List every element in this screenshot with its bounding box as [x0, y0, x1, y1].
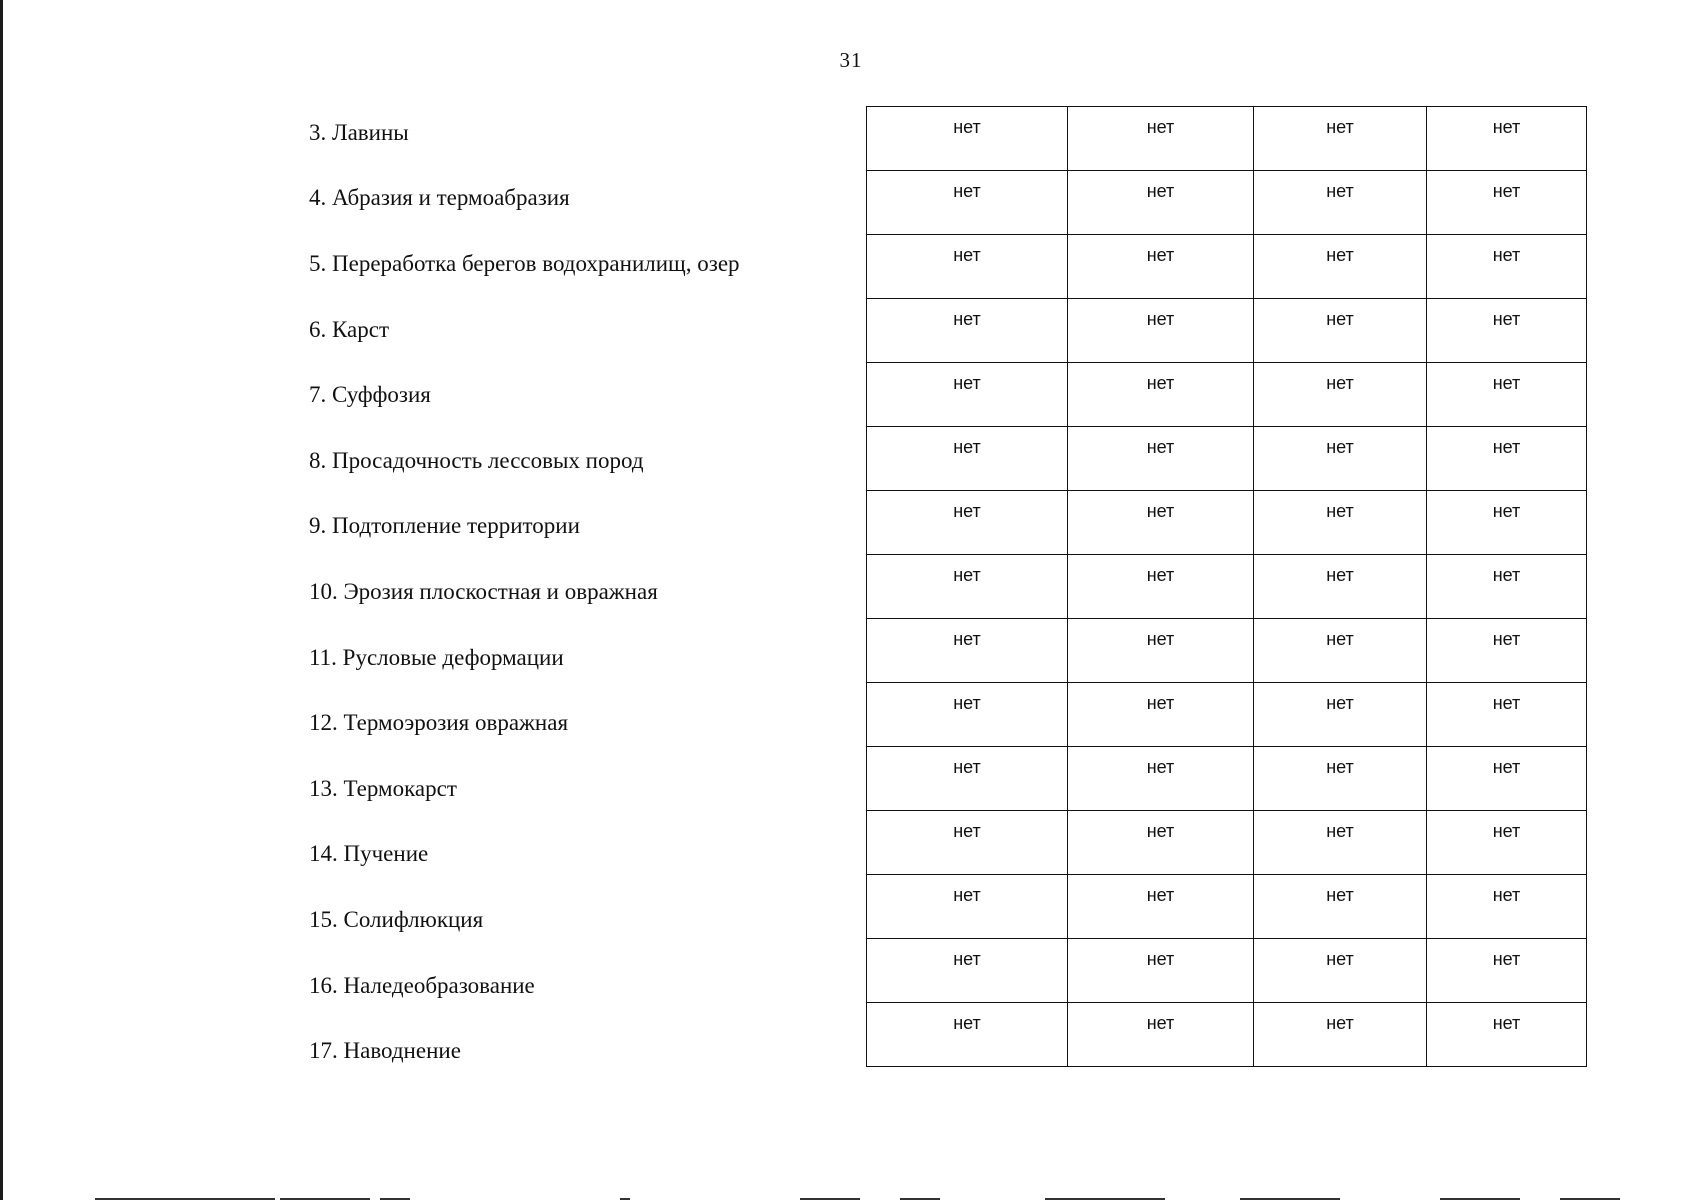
- hazard-label: 11. Русловые деформации: [309, 644, 564, 670]
- table-cell: нет: [1427, 747, 1587, 811]
- table-cell: нет: [867, 555, 1068, 619]
- table-cell: нет: [867, 363, 1068, 427]
- table-cell: нет: [1068, 939, 1254, 1003]
- table-cell: нет: [1427, 811, 1587, 875]
- table-cell: нет: [1068, 171, 1254, 235]
- table-row: [867, 555, 1587, 619]
- table-cell: нет: [867, 939, 1068, 1003]
- table-cell: нет: [1068, 875, 1254, 939]
- table-cell: нет: [1254, 747, 1427, 811]
- hazard-label: 9. Подтопление территории: [309, 513, 580, 539]
- table-cell: нет: [1254, 491, 1427, 555]
- hazard-label: 8. Просадочность лессовых пород: [309, 447, 644, 473]
- scan-left-edge: [0, 0, 3, 1200]
- table-cell: нет: [1427, 299, 1587, 363]
- table-cell: нет: [1068, 1003, 1254, 1067]
- hazard-label: 4. Абразия и термоабразия: [309, 185, 570, 211]
- table-cell: нет: [1427, 363, 1587, 427]
- table-cell: нет: [1427, 555, 1587, 619]
- table-row: [867, 619, 1587, 683]
- table-cell: нет: [1068, 619, 1254, 683]
- hazard-label: 10. Эрозия плоскостная и овражная: [309, 578, 658, 604]
- table-row: [867, 747, 1587, 811]
- table-row: [867, 811, 1587, 875]
- hazard-label: 12. Термоэрозия овражная: [309, 710, 569, 736]
- hazard-label: 14. Пучение: [309, 841, 429, 867]
- table-row: [867, 1003, 1587, 1067]
- table-row: [867, 491, 1587, 555]
- table-cell: нет: [1427, 491, 1587, 555]
- table-row: [867, 299, 1587, 363]
- hazard-label: 6. Карст: [309, 316, 390, 342]
- table-cell: нет: [867, 875, 1068, 939]
- table-cell: нет: [1068, 747, 1254, 811]
- table-cell: нет: [867, 491, 1068, 555]
- table-cell: нет: [867, 235, 1068, 299]
- table-cell: нет: [1254, 107, 1427, 171]
- hazard-label: 15. Солифлюкция: [309, 906, 484, 932]
- table-cell: нет: [1254, 939, 1427, 1003]
- table-cell: нет: [1254, 427, 1427, 491]
- table-cell: нет: [867, 747, 1068, 811]
- table-row: [867, 875, 1587, 939]
- table-row: [867, 427, 1587, 491]
- table-cell: нет: [867, 107, 1068, 171]
- table-cell: нет: [1254, 1003, 1427, 1067]
- hazard-table: [866, 106, 1587, 1067]
- table-cell: нет: [1427, 235, 1587, 299]
- table-cell: нет: [1427, 939, 1587, 1003]
- table-cell: нет: [1068, 683, 1254, 747]
- table-cell: нет: [1427, 171, 1587, 235]
- table-cell: нет: [867, 811, 1068, 875]
- hazard-label: 3. Лавины: [309, 119, 409, 145]
- table-cell: нет: [1254, 299, 1427, 363]
- table-cell: нет: [1254, 555, 1427, 619]
- table-row: [867, 107, 1587, 171]
- page-number: 31: [839, 48, 863, 72]
- table-row: [867, 939, 1587, 1003]
- table-cell: нет: [1427, 1003, 1587, 1067]
- hazard-label-list: [309, 106, 849, 1090]
- table-row: [867, 171, 1587, 235]
- table-cell: нет: [1427, 107, 1587, 171]
- table-cell: нет: [1068, 235, 1254, 299]
- table-cell: нет: [1254, 619, 1427, 683]
- table-cell: нет: [1068, 491, 1254, 555]
- table-row: [867, 683, 1587, 747]
- table-cell: нет: [1068, 299, 1254, 363]
- table-row: [867, 235, 1587, 299]
- table-cell: нет: [1254, 235, 1427, 299]
- table-cell: нет: [1427, 619, 1587, 683]
- hazard-label: 5. Переработка берегов водохранилищ, озер: [309, 250, 740, 276]
- hazard-label: 13. Термокарст: [309, 775, 457, 801]
- table-cell: нет: [1254, 811, 1427, 875]
- table-cell: нет: [1254, 171, 1427, 235]
- table-cell: нет: [867, 427, 1068, 491]
- table-cell: нет: [867, 171, 1068, 235]
- table-cell: нет: [867, 1003, 1068, 1067]
- hazard-label: 17. Наводнение: [309, 1038, 461, 1064]
- table-cell: нет: [1254, 363, 1427, 427]
- table-cell: нет: [1068, 363, 1254, 427]
- table-cell: нет: [1068, 107, 1254, 171]
- table-cell: нет: [1254, 875, 1427, 939]
- table-cell: нет: [867, 619, 1068, 683]
- table-cell: нет: [867, 299, 1068, 363]
- table-cell: нет: [1427, 875, 1587, 939]
- table-cell: нет: [1427, 683, 1587, 747]
- hazard-label: 16. Наледеобразование: [309, 972, 535, 998]
- table-cell: нет: [1068, 555, 1254, 619]
- hazard-label: 7. Суффозия: [309, 382, 431, 408]
- table-cell: нет: [1068, 427, 1254, 491]
- table-row: [867, 363, 1587, 427]
- table-cell: нет: [1254, 683, 1427, 747]
- table-cell: нет: [1068, 811, 1254, 875]
- table-cell: нет: [1427, 427, 1587, 491]
- table-cell: нет: [867, 683, 1068, 747]
